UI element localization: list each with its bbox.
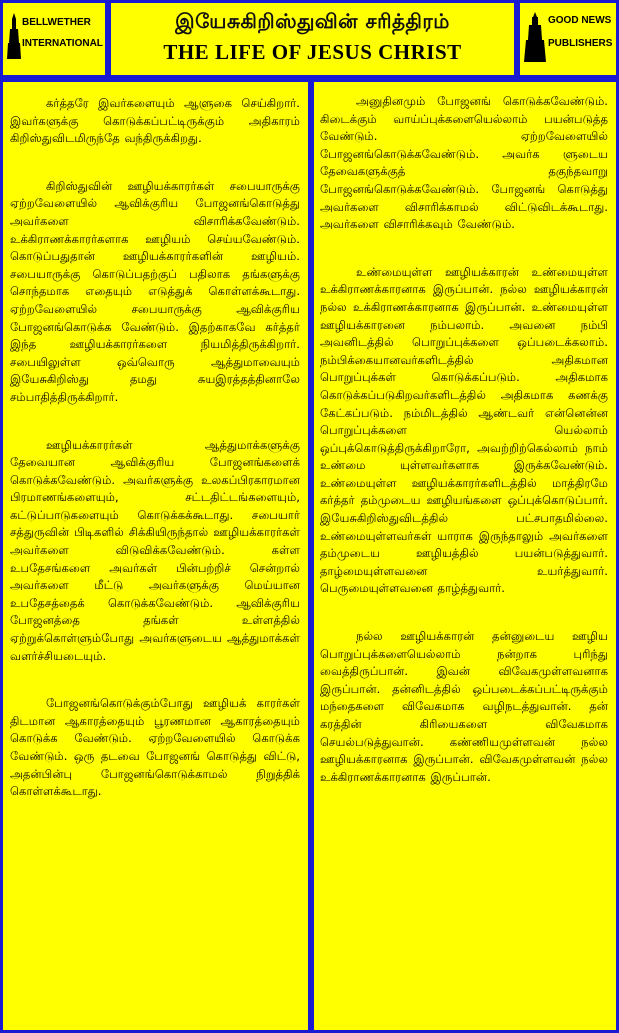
paragraph: உண்மையுள்ள ஊழியக்காரன் உண்மையுள்ள உக்கிராணக்காரனாக இருப்பான். நல்ல ஊழியக்காரன் நல்ல உக்கிராணக்காரனாக இருப்பான். உண்மையுள்ள ஊழியக்காரனை நம்பலாம். அவனை நம்பி அவனிடத்தில் பொறுப்புக்களை ஒப்படைக்கலாம். நம்பிக்கையானவர்களிடத்தில் அதிகமான பொறுப்புக்கள் கொடுக்கப்படும். அதிகமாக கொடுக்கப்படுகிறவர்களிடத்தில் அதிகமாக கணக்கு கேட்கப்படும். நம்மிடத்தில் ஆண்டவர் என்னென்ன பொறுப்புக்களை யெல்லாம் ஒப்புக்கொடுத்திருக்கிறாரோ, அவற்றிற்கெல்லாம் நாம் உண்மை யுள்ளவர்களாக இருக்கவேண்டும். உண்மையுள்ள ஊழியக்காரர்களிடத்தில் மாத்திரமே கர்த்தர் தம்முடைய ஊழியங்களை ஒப்புக்கொடுப்பார். இயேசுகிறிஸ்துவிடத்தில் பட்சபாதமில்லை. உண்மையுள்ளவர்கள் யாராக இருந்தாலும் அவர்களை தம்முடைய ஊழியத்தில் பயன்படுத்துவார். தாழ்மையுள்ளவனை உயர்த்துவார். பெருமையுள்ளவனை தாழ்த்துவார். xyxy=(320,264,608,596)
good-news-logo xyxy=(520,3,616,75)
right-text-column xyxy=(314,82,616,1030)
paragraph: கிறிஸ்துவின் ஊழியக்காரர்கள் சபையாருக்கு ஏற்றவேளையில் ஆவிக்குரிய போஜனங்கொடுத்து அவர்களை விசாரிக்கவேண்டும். உக்கிராணக்காரர்களாக ஊழியம் செய்யவேண்டும். கொடுப்பதுதான் ஊழியக்காரர்களின் ஊழியம். சபையாருக்கு கொடுப்பதற்குப் பதிலாக தங்களுக்கு சொந்தமாக எதையும் எடுத்துக் கொள்ளக்கூடாது. ஏற்றவேளையில் சபையாருக்கு ஆவிக்குரிய போஜனங்கொடுக்க வேண்டும். இதற்காகவே கர்த்தர் இந்த ஊழியக்காரர்களை நியமித்திருக்கிறார். சபையிலுள்ள ஒவ்வொரு ஆத்துமாவையும் இயேசுகிறிஸ்து தமது சுயஇரத்தத்தினாலே சம்பாதித்திருக்கிறார். xyxy=(10,178,300,404)
logo-left-line2: INTERNATIONAL xyxy=(22,38,103,49)
page-header xyxy=(111,3,514,75)
tower-icon xyxy=(7,13,21,59)
paragraph: போஜனங்கொடுக்கும்போது ஊழியக் காரர்கள் திடமான ஆகாரத்தையும் பூரணமான ஆகாரத்தையும் கொடுக்க வேண்டும். ஏற்றவேளையில் கொடுக்க வேண்டும். ஒரு தடவை போஜனங் கொடுத்து விட்டு, அதன்பின்பு போஜனங்கொடுக்காமல் நிறுத்திக் கொள்ளக்கூடாது. xyxy=(10,696,300,799)
paragraph: நல்ல ஊழியக்காரன் தன்னுடைய ஊழிய பொறுப்புக்களையெல்லாம் நன்றாக புரிந்து வைத்திருப்பான். இவன் விவேகமுள்ளவனாக இருப்பான். தன்னிடத்தில் ஒப்படைக்கப்பட்டிருக்கும் மந்தைகளை விவேகமாக வழிநடத்துவான். தன் கரத்தின் கிரியைகளை விவேகமாக செயல்படுத்துவான். கண்ணியமுள்ளவன் நல்ல ஊழியக்காரனாக இருப்பான். விவேகமுள்ளவன் நல்ல உக்கிராணக்காரனாக இருப்பான். xyxy=(320,629,608,784)
page-title-tamil: இயேசுகிறிஸ்துவின் சரித்திரம் xyxy=(175,9,450,33)
logo-left-line1: BELLWETHER xyxy=(22,17,91,28)
page-title-english: THE LIFE OF JESUS CHRIST xyxy=(163,40,462,64)
paragraph: கர்த்தரே இவர்களையும் ஆளுகை செய்கிறார். இவர்களுக்கு கொடுக்கப்பட்டிருக்கும் அதிகாரம் கிறிஸ்துவிடமிருந்தே வந்திருக்கிறது. xyxy=(10,96,300,146)
logo-right-line2: PUBLISHERS xyxy=(548,38,613,49)
paragraph: அனுதினமும் போஜனங் கொடுக்கவேண்டும். கிடைக்கும் வாய்ப்புக்களையெல்லாம் பயன்படுத்த வேண்டும். ஏற்றவேளையில் போஜனங்கொடுக்கவேண்டும். அவர்க ளுடைய தேவைகளுக்குத் தகுந்தவாறு போஜனங்கொடுக்கவேண்டும். போஜனங் கொடுத்து அவர்களை விசாரிக்காமல் விட்டுவிடக்கூடாது. அவர்களை விசாரிக்கவும் வேண்டும். xyxy=(320,94,608,232)
left-text-column xyxy=(3,82,308,1030)
logo-right-line1: GOOD NEWS xyxy=(548,15,612,26)
bellwether-logo xyxy=(3,3,105,75)
paragraph: ஊழியக்காரர்கள் ஆத்துமாக்களுக்கு தேவையான ஆவிக்குரிய போஜனங்களைக் கொடுக்கவேண்டும். அவர்களுக்கு உலகப்பிரகாரமான பிரமாணங்களையும், சட்டதிட்டங்களையும், கட்டுப்பாடுகளையும் கொடுக்கக்கூடாது. சபையார் சத்துருவின் பிடிகளில் சிக்கியிருந்தால் ஊழியக்காரர்கள் அவர்களை விடுவிக்கவேண்டும். கள்ள உபதேசங்களை அவர்கள் பின்பற்றிச் சென்றால் அவர்களை மீட்டு அவர்களுக்கு மெய்யான உபதேசத்தைக் கொடுக்கவேண்டும். ஆவிக்குரிய போஜனத்தை தங்கள் உள்ளத்தில் ஏற்றுக்கொள்ளும்போது அவர்களுடைய ஆத்துமாக்கள் வளர்ச்சியடையும். xyxy=(10,437,300,663)
tower-icon xyxy=(524,12,546,62)
